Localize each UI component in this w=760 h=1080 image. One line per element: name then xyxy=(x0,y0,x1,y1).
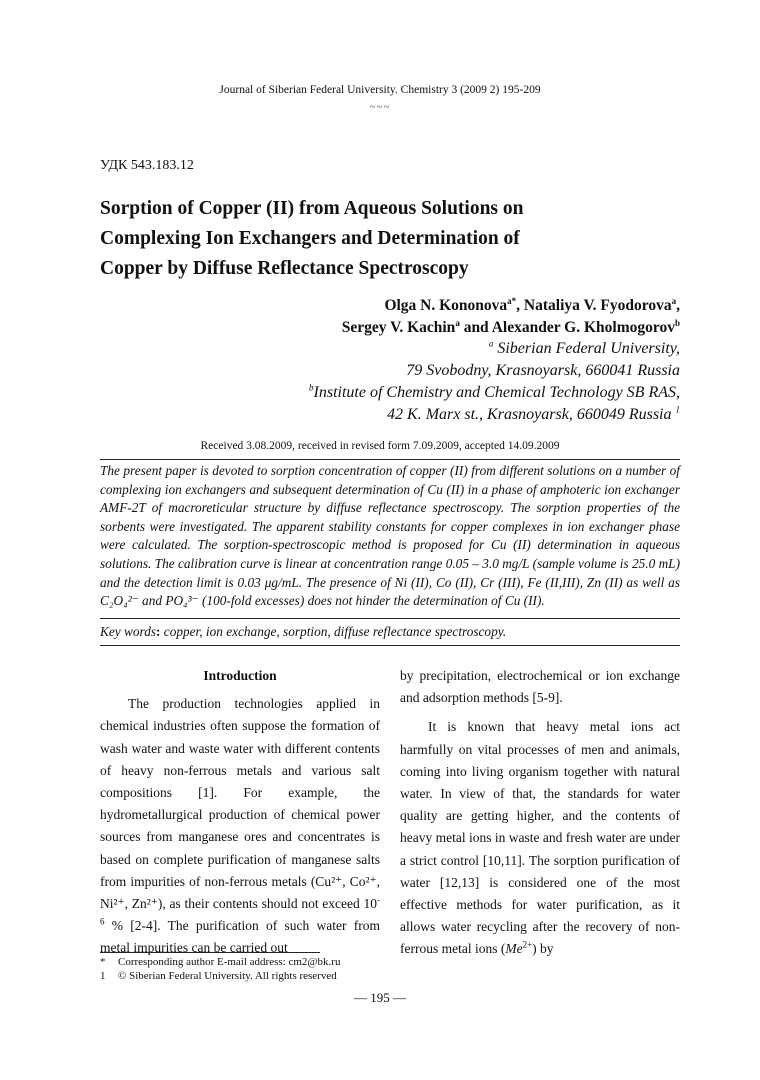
authors-line-1: Olga N. Kononova$^{a*}$, Nataliya V. Fyodorova$^a$, xyxy=(384,295,680,314)
keywords-bottom-rule xyxy=(100,645,680,646)
introduction-heading: Introduction xyxy=(203,668,277,683)
author-4: and Alexander G. Kholmogorov xyxy=(459,319,675,336)
affiliation-a-line-2: 79 Svobodny, Krasnoyarsk, 660041 Russia xyxy=(406,362,680,379)
title-line-1: Sorption of Copper (II) from Aqueous Solutions on xyxy=(100,198,524,219)
author-1: Olga N. Kononova xyxy=(384,297,508,314)
authors-line-2: Sergey V. Kachin$^a$ and Alexander G. Kholmogorov$^b$ xyxy=(341,317,680,336)
author-2: , Nataliya V. Fyodorova xyxy=(516,297,672,314)
page-number: — 195 — xyxy=(354,990,406,1005)
received-dates: Received 3.08.2009, received in revised form 7.09.2009, accepted 14.09.2009 xyxy=(200,440,560,452)
oxalate-ion: C₂O₄²⁻ xyxy=(100,593,139,609)
affiliation-a-line-1: $^a$ Siberian Federal University, xyxy=(488,338,680,357)
keywords: Key words: copper, ion exchange, sorption, diffuse reflectance spectroscopy. xyxy=(100,624,507,639)
footnote-rule xyxy=(100,952,320,953)
affiliations xyxy=(309,338,680,426)
author-list xyxy=(342,295,680,339)
footnote-copyright: 1 © Siberian Federal University. All rights reserved xyxy=(100,970,337,982)
phosphate-ion: PO₄³⁻ xyxy=(165,593,199,609)
abstract: The present paper is devoted to sorption concentration of copper (II) from different solutions on a number of complexing ion exchangers and subsequent determination of Cu (II) in a phase of amphoteric ion exchanger AMF-2T of macroreticular structure by diffuse reflectance spectroscopy. The sorption properties of the sorbents were investigated. The apparent stability constants for copper complexes in ion exchanger phase were calculated. The sorption-spectroscopic method is proposed for Cu (II) determination in aqueous solutions. The calibration curve is linear at concentration range 0.05 – 3.0 mg/L (sample volume is 25.0 mL) and the detection limit is 0.03 μg/mL. The presence of Ni (II), Co (II), Cr (III), Fe (II,III), Zn (II) as well as C₂O₄²⁻ and PO₄³⁻ (100-fold excesses) does not hinder the determination of Cu (II). xyxy=(100,462,680,611)
header-ornament: ~~~ xyxy=(369,101,391,113)
affiliation-b-line-1: $^b$Institute of Chemistry and Chemical Technology SB RAS, xyxy=(309,382,680,401)
intro-paragraph-continued: by precipitation, electrochemical or ion exchange and adsorption methods [5-9]. xyxy=(400,668,680,706)
paper-title xyxy=(100,194,600,284)
abstract-bottom-rule xyxy=(100,618,680,619)
title-line-3: Copper by Diffuse Reflectance Spectroscopy xyxy=(100,258,469,279)
footnote-corresponding: * Corresponding author E-mail address: cm2@bk.ru xyxy=(100,956,341,968)
journal-header: Journal of Siberian Federal University. Chemistry 3 (2009 2) 195-209 xyxy=(219,84,541,96)
affiliation-b-line-2: 42 K. Marx st., Krasnoyarsk, 660049 Russia $^1$ xyxy=(387,404,680,423)
left-column xyxy=(100,665,380,960)
title-line-2: Complexing Ion Exchangers and Determination of xyxy=(100,228,520,249)
intro-paragraph-1: The production technologies applied in chemical industries often suppose the formation of wash water and waste water with different contents of heavy non-ferrous metals and various salt compositions [1]. For example, the hydrometallurgical production of chemical power sources from manganese ores and concentrates is based on complete purification of manganese salts from impurities of non-ferrous metals (Cu²⁺, Co²⁺, Ni²⁺, Zn²⁺), as their contents should not exceed $10^{-6}$ % [2-4]. The purification of such water from metal impurities can be carried out xyxy=(100,696,380,956)
author-3: Sergey V. Kachin xyxy=(341,319,456,336)
udk-code: УДК 543.183.12 xyxy=(100,158,194,173)
abstract-top-rule xyxy=(100,459,680,460)
intro-paragraph-2: It is known that heavy metal ions act harmfully on vital processes of men and animals, coming into living organism together with natural water. In view of that, the standards for water quality are getting higher, and the contents of heavy metal ions in waste and fresh water are under a strict control [10,11]. The sorption purification of water [12,13] is considered one of the most effective methods for water purification, as it allows water recycling after the recovery of non-ferrous metal ions $(Me^{2+})$ by xyxy=(400,719,681,957)
right-column xyxy=(400,665,680,961)
